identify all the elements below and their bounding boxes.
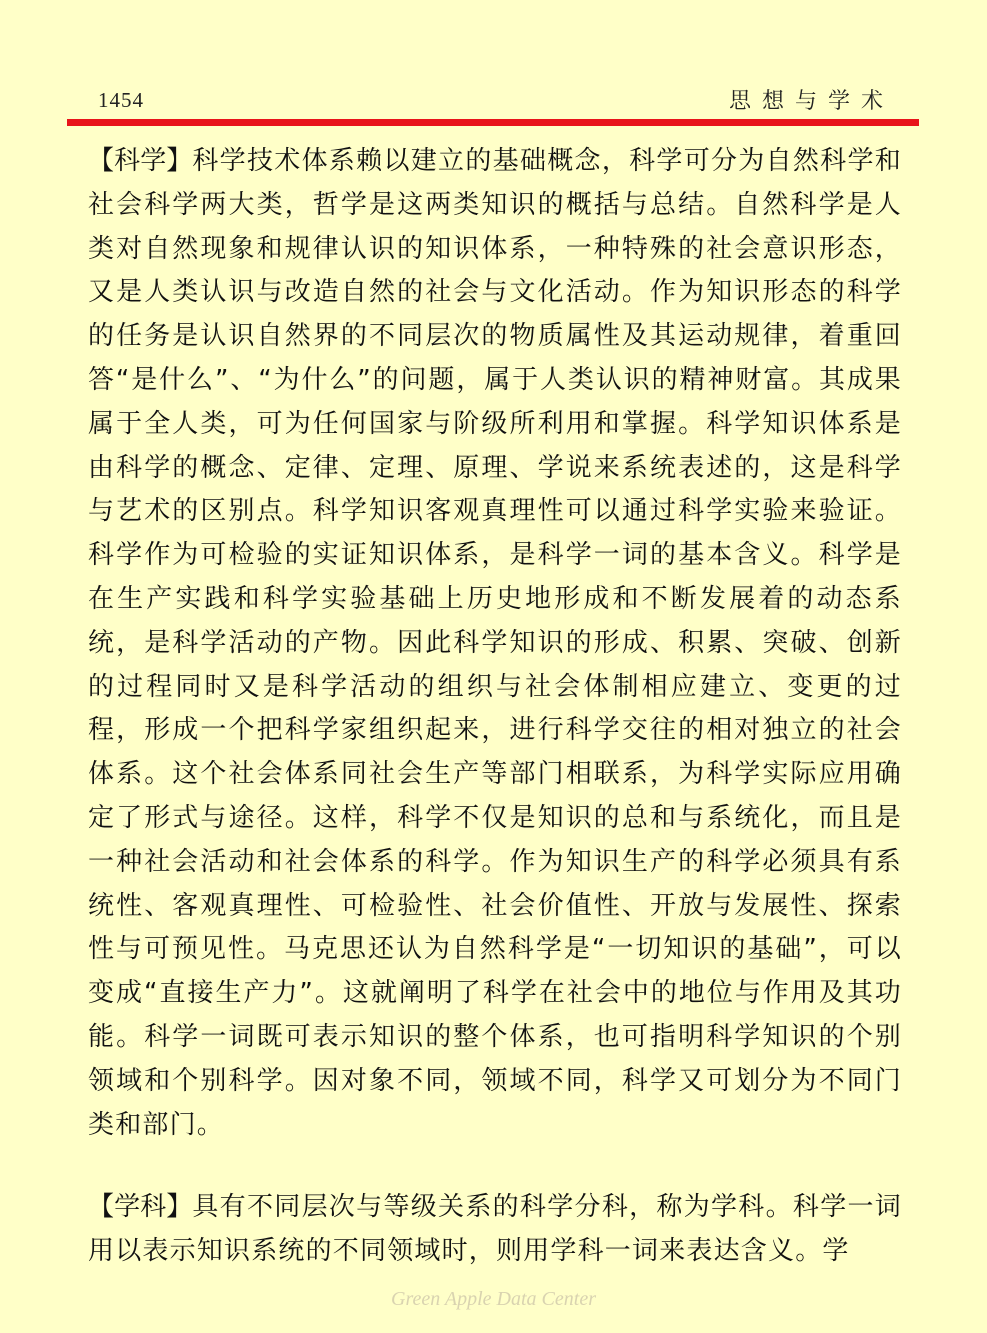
entry-text: 科学技术体系赖以建立的基础概念，科学可分为自然科学和社会科学两大类，哲学是这两类知识的概括与总结。自然科学是人类对自然现象和规律认识的知识体系，一种特殊的社会意识形态，又是人类认识与改造自然的社会与文化活动。作为知识形态的科学的任务是认识自然界的不同层次的物质属性及其运动规律，着重回答“是什么”、“为什么”的问题，属于人类认识的精神财富。其成果属于全人类，可为任何国家与阶级所利用和掌握。科学知识体系是由科学的概念、定律、定理、原理、学说来系统表述的，这是科学与艺术的区别点。科学知识客观真理性可以通过科学实验来验证。科学作为可检验的实证知识体系，是科学一词的基本含义。科学是在生产实践和科学实验基础上历史地形成和不断发展着的动态系统，是科学活动的产物。因此科学知识的形成、积累、突破、创新的过程同时又是科学活动的组织与社会体制相应建立、变更的过程，形成一个把科学家组织起来，进行科学交往的相对独立的社会体系。这个社会体系同社会生产等部门相联系，为科学实际应用确定了形式与途径。这样，科学不仅是知识的总和与系统化，而且是一种社会活动和社会体系的科学。作为知识生产的科学必须具有系统性、客观真理性、可检验性、社会价值性、开放与发展性、探索性与可预见性。马克思还认为自然科学是“一切知识的基础”，可以变成“直接生产力”。这就阐明了科学在社会中的地位与作用及其功能。科学一词既可表示知识的整个体系，也可指明科学知识的个别领域和个别科学。因对象不同，领域不同，科学又可划分为不同门类和部门。 bbox=[88, 146, 902, 1140]
watermark: Green Apple Data Center bbox=[391, 1288, 596, 1310]
entry-term: 【学科】 bbox=[88, 1192, 193, 1222]
page-number: 1454 bbox=[98, 88, 144, 112]
entry-discipline bbox=[88, 1186, 902, 1274]
entry-term: 【科学】 bbox=[88, 146, 193, 176]
entry-text: 具有不同层次与等级关系的科学分科，称为学科。科学一词用以表示知识系统的不同领域时，则用学科一词来表达含义。学 bbox=[88, 1192, 902, 1266]
header-rule bbox=[67, 119, 919, 126]
entry-science bbox=[88, 140, 902, 1147]
running-title: 思想与学术 bbox=[728, 89, 894, 114]
